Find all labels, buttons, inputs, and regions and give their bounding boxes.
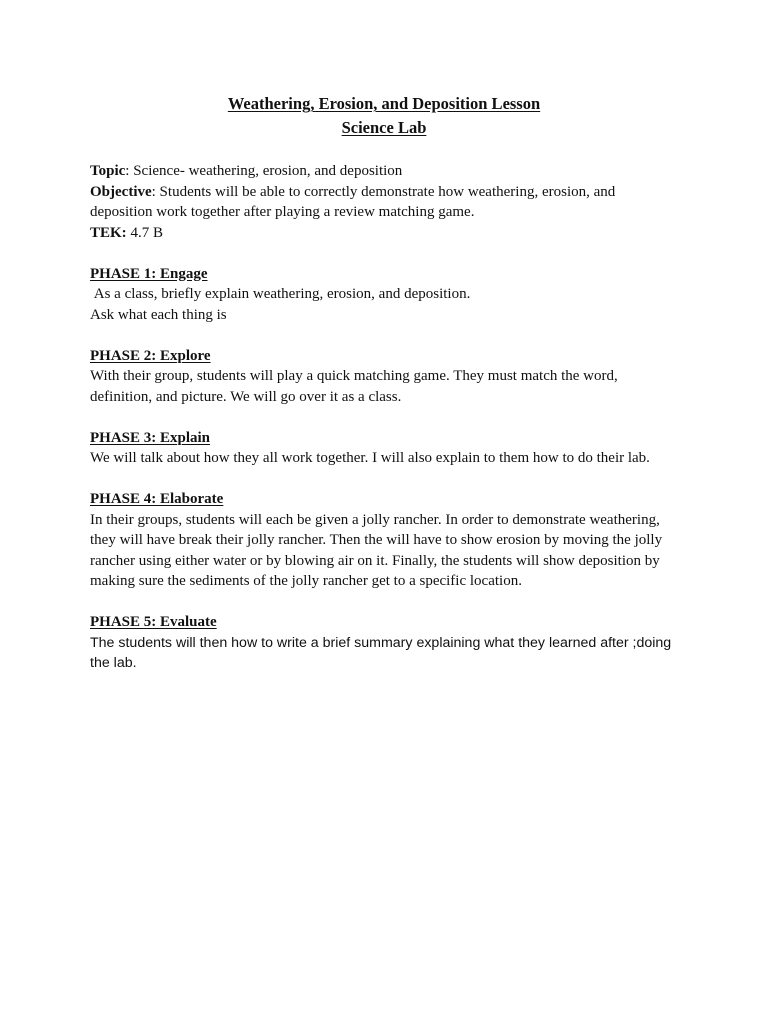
topic-value: : Science- weathering, erosion, and deposition xyxy=(125,163,403,179)
objective-row xyxy=(90,182,680,223)
topic-row xyxy=(90,161,680,182)
phase-1-heading: PHASE 1: Engage xyxy=(90,265,208,282)
document-subtitle: Science Lab xyxy=(341,118,427,137)
objective-label: Objective xyxy=(90,183,152,200)
title-block xyxy=(0,92,768,140)
phase-2-heading: PHASE 2: Explore xyxy=(90,347,211,364)
phase-2-section xyxy=(90,346,680,408)
document-title: Weathering, Erosion, and Deposition Lesson xyxy=(227,94,541,113)
phase-5-heading: PHASE 5: Evaluate xyxy=(90,614,217,630)
tek-label: TEK: xyxy=(90,224,127,241)
document-body xyxy=(90,161,680,674)
phase-3-heading: PHASE 3: Explain xyxy=(90,429,211,446)
phase-3-text: We will talk about how they all work together. I will also explain to them how to do their lab. xyxy=(90,450,650,466)
phase-5-text: The students will then how to write a brief summary explaining what they learned after ;doing the lab. xyxy=(90,634,676,671)
phase-1-text-line-1: As a class, briefly explain weathering, erosion, and deposition. xyxy=(90,286,471,302)
topic-label: Topic xyxy=(90,163,126,179)
tek-row xyxy=(90,223,680,244)
phase-1-text-line-2: Ask what each thing is xyxy=(90,306,227,323)
phase-3-section xyxy=(90,428,680,469)
phase-4-section xyxy=(90,489,680,592)
objective-value: : Students will be able to correctly demonstrate how weathering, erosion, and deposition work together after playing a review matching game. xyxy=(90,183,616,220)
phase-4-heading: PHASE 4: Elaborate xyxy=(90,491,224,507)
phase-4-text: In their groups, students will each be given a jolly rancher. In order to demonstrate weathering, they will have break their jolly rancher. Then the will have to show erosion by moving the jolly rancher using either water or by blowing air on it. Finally, the students will show deposition by making sure the sediments of the jolly rancher get to a specific location. xyxy=(90,511,666,589)
phase-2-text: With their group, students will play a quick matching game. They must match the word, definition, and picture. We will go over it as a class. xyxy=(90,368,622,405)
phase-5-section xyxy=(90,612,680,674)
phase-1-section xyxy=(90,264,680,326)
tek-value: 4.7 B xyxy=(126,224,163,241)
